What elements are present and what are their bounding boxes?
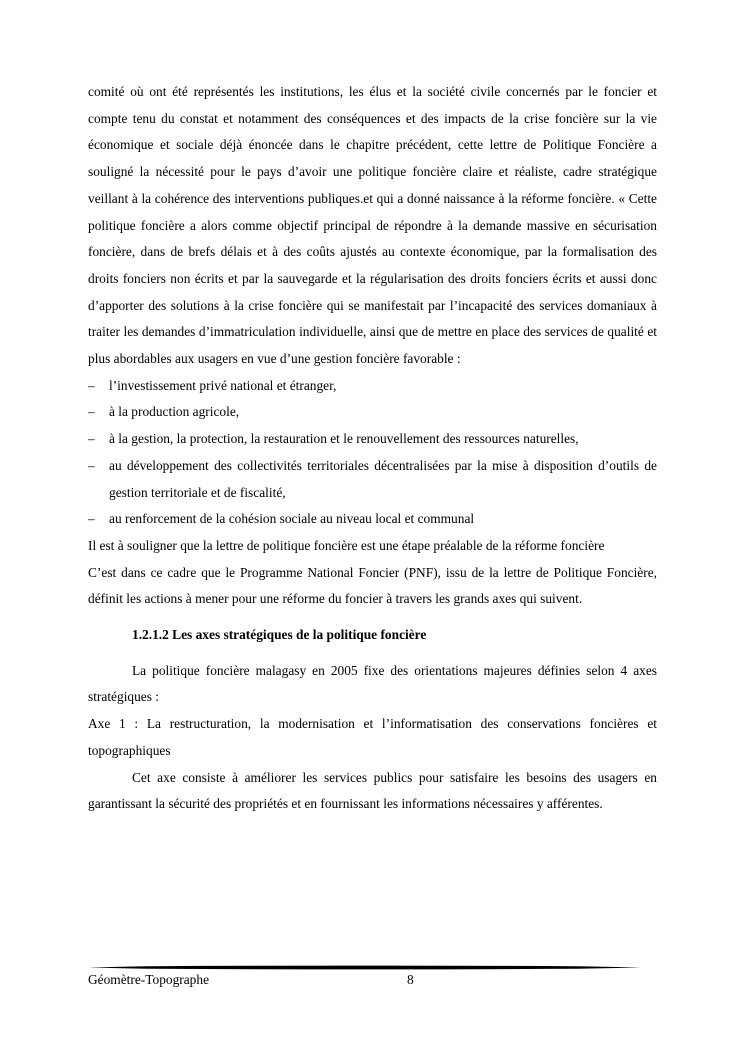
dash-bullet: – bbox=[88, 511, 95, 527]
list-item: – au développement des collectivités territoriales décentralisées par la mise à disposition d’outils de gestion territoriale et de fiscalité, bbox=[88, 453, 657, 506]
list-item: – à la gestion, la protection, la restauration et le renouvellement des ressources naturelles, bbox=[88, 426, 657, 453]
body-paragraph: C’est dans ce cadre que le Programme National Foncier (PNF), issu de la lettre de Politique Foncière, définit les actions à mener pour une réforme du foncier à travers les grands axes qui suivent. bbox=[88, 564, 657, 607]
list-item: – l’investissement privé national et étranger, bbox=[88, 373, 657, 400]
section-heading: 1.2.1.2 Les axes stratégiques de la politique foncière bbox=[132, 627, 427, 643]
dash-bullet: – bbox=[88, 404, 95, 420]
body-paragraph: comité où ont été représentés les institutions, les élus et la société civile concernés par le foncier et compte tenu du constat et notamment des conséquences et des impacts de la crise foncière sur la vie économique et sociale déjà énoncée dans le chapitre précédent, cette lettre de Politique Foncière a souligné la nécessité pour le pays d’avoir une politique foncière claire et réaliste, cadre stratégique veillant à la cohérence des interventions publiques.et qui a donné naissance à la réforme foncière. « Cette politique foncière a alors comme objectif principal de répondre à la demande massive en sécurisation foncière, dans de brefs délais et à des coûts ajustés au contexte économique, par la formalisation des droits fonciers non écrits et par la sauvegarde et la régularisation des droits fonciers écrits et aussi donc d’apporter des solutions à la crise foncière qui se manifestait par l’incapacité des services domaniaux à traiter les demandes d’immatriculation individuelle, ainsi que de mettre en place des services de qualité et plus abordables aux usagers en vue d’une gestion foncière favorable : bbox=[88, 84, 657, 367]
body-paragraph: Cet axe consiste à améliorer les services publics pour satisfaire les besoins des usagers en garantissant la sécurité des propriétés et en fournissant les informations nécessaires y afférentes. bbox=[88, 769, 657, 812]
list-item: – à la production agricole, bbox=[88, 399, 657, 426]
body-paragraph: Axe 1 : La restructuration, la modernisation et l’informatisation des conservations foncières et topographiques bbox=[88, 716, 657, 758]
dash-bullet: – bbox=[88, 457, 95, 473]
body-paragraph: La politique foncière malagasy en 2005 fixe des orientations majeures définies selon 4 axes stratégiques : bbox=[88, 662, 657, 705]
page-body bbox=[88, 79, 657, 818]
dash-bullet: – bbox=[88, 377, 95, 393]
footer-author: Géomètre-Topographe bbox=[88, 972, 210, 987]
list-item: – au renforcement de la cohésion sociale au niveau local et communal bbox=[88, 506, 657, 533]
dash-bullet: – bbox=[88, 431, 95, 447]
footer-rule bbox=[88, 965, 641, 970]
page-number: 8 bbox=[407, 972, 414, 987]
bullet-list bbox=[88, 373, 657, 533]
body-paragraph: Il est à souligner que la lettre de politique foncière est une étape préalable de la réforme foncière bbox=[88, 537, 605, 553]
